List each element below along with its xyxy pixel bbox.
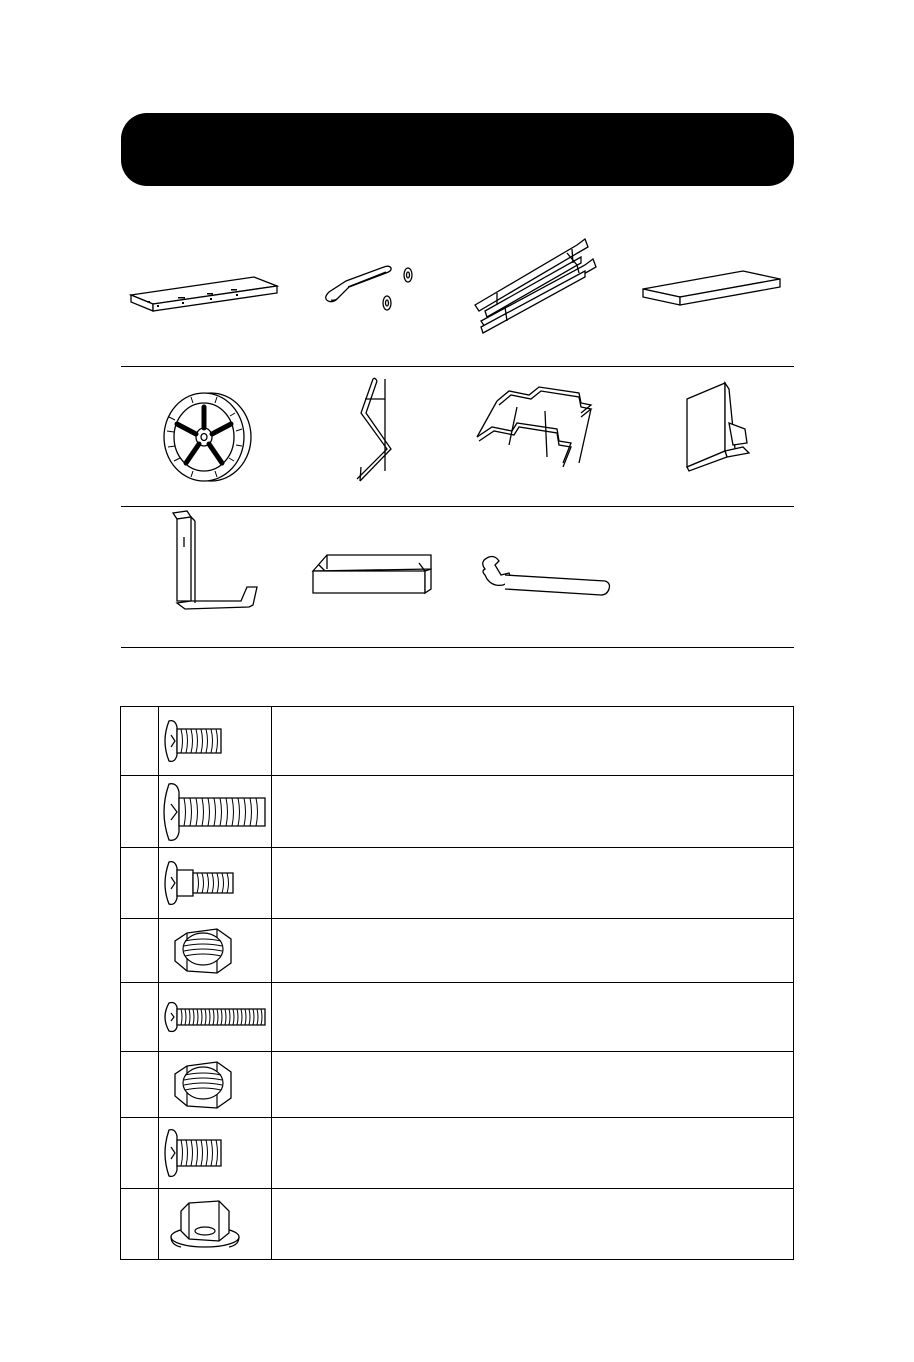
item-label — [121, 983, 159, 1052]
part-bent-rod — [289, 367, 457, 506]
item-description — [272, 1118, 794, 1189]
shoulder-screw-icon — [159, 848, 271, 918]
long-thin-screw-icon — [159, 983, 271, 1051]
item-label — [121, 1189, 159, 1260]
axle-handle-icon — [289, 225, 457, 367]
part-tray — [289, 507, 457, 647]
item-label — [121, 1052, 159, 1118]
hex-nut-icon — [159, 919, 271, 982]
part-side-frames — [457, 225, 625, 366]
table-row — [121, 983, 794, 1052]
table-row — [121, 1118, 794, 1189]
item-image — [159, 1189, 272, 1260]
part-wheel — [121, 367, 289, 506]
table-row — [121, 776, 794, 848]
item-description — [272, 919, 794, 983]
item-image — [159, 983, 272, 1052]
item-description — [272, 1189, 794, 1260]
section-title-bar — [121, 113, 794, 186]
item-image — [159, 1118, 272, 1189]
short-screw-icon — [159, 707, 271, 775]
item-label — [121, 776, 159, 848]
parts-row — [121, 367, 794, 507]
hex-nut-icon — [159, 1052, 271, 1117]
table-row — [121, 848, 794, 919]
tray-icon — [289, 507, 457, 648]
item-description — [272, 1052, 794, 1118]
wrench-icon — [457, 507, 625, 648]
item-image — [159, 919, 272, 983]
item-image — [159, 707, 272, 776]
table-row — [121, 919, 794, 983]
parts-row — [121, 225, 794, 367]
part-wrench — [457, 507, 625, 647]
table-row — [121, 1189, 794, 1260]
part-wire-grate — [457, 367, 625, 506]
item-label — [121, 707, 159, 776]
part-board-panel — [121, 225, 289, 366]
short-screw-icon — [159, 1118, 271, 1188]
table-row — [121, 1052, 794, 1118]
item-description — [272, 707, 794, 776]
item-description — [272, 848, 794, 919]
item-label — [121, 848, 159, 919]
parts-row — [121, 507, 794, 648]
part-leg-bracket — [121, 507, 289, 647]
board-panel-icon — [121, 225, 289, 367]
hardware-table — [120, 706, 794, 1260]
item-image — [159, 848, 272, 919]
long-screw-icon — [159, 776, 271, 847]
side-frames-icon — [457, 225, 625, 367]
wheel-icon — [121, 367, 289, 507]
item-description — [272, 776, 794, 848]
parts-grid — [121, 225, 794, 648]
part-axle-handle-washers — [289, 225, 457, 366]
item-label — [121, 919, 159, 983]
item-image — [159, 776, 272, 848]
shield-bracket-icon — [625, 367, 793, 507]
bent-rod-icon — [289, 367, 457, 507]
part-empty-slot — [625, 507, 793, 647]
item-label — [121, 1118, 159, 1189]
part-flat-panel — [625, 225, 793, 366]
table-row — [121, 707, 794, 776]
part-shield-bracket — [625, 367, 793, 506]
item-description — [272, 983, 794, 1052]
flange-nut-icon — [159, 1189, 271, 1259]
wire-grate-icon — [457, 367, 625, 507]
leg-bracket-icon — [121, 507, 289, 648]
flat-panel-icon — [625, 225, 793, 367]
item-image — [159, 1052, 272, 1118]
